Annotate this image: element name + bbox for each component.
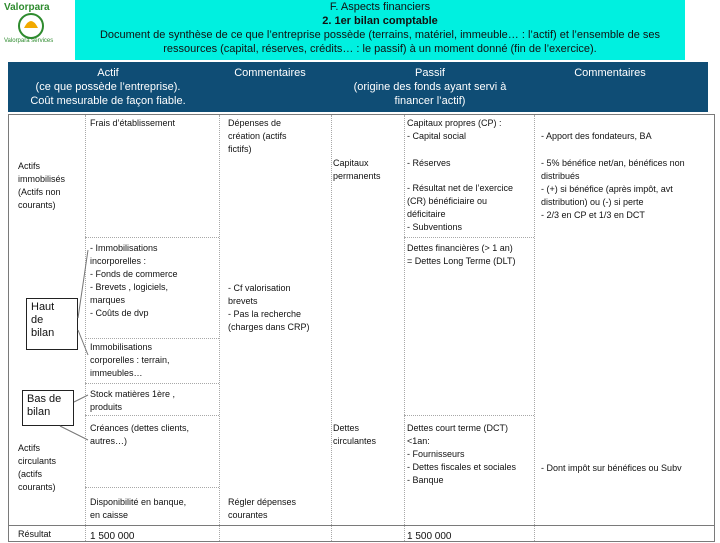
passif-resultat-net: - Résultat net de l’exercice (CR) bénéficiaire ou déficitaire - Subventions xyxy=(407,183,514,232)
logo-tagline: Valorpara services xyxy=(4,38,54,44)
actif-disponibilite: Disponibilité en banque, en caisse xyxy=(90,497,187,520)
comment-apport: - Apport des fondateurs, BA xyxy=(541,131,652,141)
comment-benefices: - 5% bénéfice net/an, bénéfices non distribués - (+) si bénéfice (après impôt, avt distribution) ou (-) si perte - 2/3 en CP et 1/3 en DCT xyxy=(541,158,685,220)
actif-total: 1 500 000 xyxy=(90,531,135,542)
comment-title-2: Commentaires xyxy=(574,67,646,79)
passif-dct: Dettes court terme (DCT) <1an: - Fournisseurs - Dettes fiscales et sociales - Banque xyxy=(407,423,517,485)
comment-valorisation: - Cf valorisation brevets - Pas la recherche (charges dans CRP) xyxy=(228,283,310,332)
actif-immobilisations-corporelles: Immobilisations corporelles : terrain, immeubles… xyxy=(90,342,170,378)
actif-stock: Stock matières 1ère , produits xyxy=(90,389,176,412)
comment-title-1: Commentaires xyxy=(234,67,306,79)
bas-de-bilan-box: Bas de bilan xyxy=(22,390,74,426)
section-title: F. Aspects financiers xyxy=(329,1,431,13)
header-line-1: Document de synthèse de ce que l’entreprise possède (terrains, matériel, immeuble… : l’actif) et l’ensemble de ses xyxy=(99,29,661,41)
label-capitaux-permanents: Capitaux permanents xyxy=(333,158,381,181)
comment-depenses: Dépenses de création (actifs fictifs) xyxy=(228,118,287,154)
passif-sub-1: (origine des fonds ayant servi à xyxy=(353,81,507,93)
passif-title: Passif xyxy=(415,67,445,79)
actif-frais: Frais d’établissement xyxy=(90,118,176,128)
actif-sub-1: (ce que possède l’entreprise). xyxy=(35,81,181,93)
logo-text: Valorpara xyxy=(4,2,50,13)
haut-de-bilan-box: Haut de bilan xyxy=(26,298,78,350)
passif-sub-2: financer l’actif) xyxy=(394,95,466,107)
label-dettes-circulantes: Dettes circulantes xyxy=(333,423,377,446)
passif-reserves: - Réserves xyxy=(407,158,451,168)
actif-creances: Créances (dettes clients, autres…) xyxy=(90,423,190,446)
actif-immobilisations-incorporelles: - Immobilisations incorporelles : - Fonds de commerce - Brevets , logiciels, marques - Coûts de dvp xyxy=(90,243,178,318)
actif-title: Actif xyxy=(97,67,119,79)
label-actifs-immobilises: Actifs immobilisés (Actifs non courants) xyxy=(18,161,66,210)
label-resultat: Résultat xyxy=(18,529,52,539)
passif-total: 1 500 000 xyxy=(407,531,452,542)
comment-regler: Régler dépenses courantes xyxy=(228,497,297,520)
passif-dlt: Dettes financières (> 1 an) = Dettes Long Terme (DLT) xyxy=(407,243,516,266)
header-line-2: ressources (capital, réserves, crédits… : le passif) à un moment donné (fin de l’exercice). xyxy=(163,43,597,55)
section-subtitle: 2. 1er bilan comptable xyxy=(322,15,438,27)
passif-capitaux-propres: Capitaux propres (CP) : - Capital social xyxy=(407,118,502,141)
actif-sub-2: Coût mesurable de façon fiable. xyxy=(30,95,186,107)
comment-impot: - Dont impôt sur bénéfices ou Subv xyxy=(541,463,682,473)
label-actifs-circulants: Actifs circulants (actifs courants) xyxy=(18,443,57,492)
